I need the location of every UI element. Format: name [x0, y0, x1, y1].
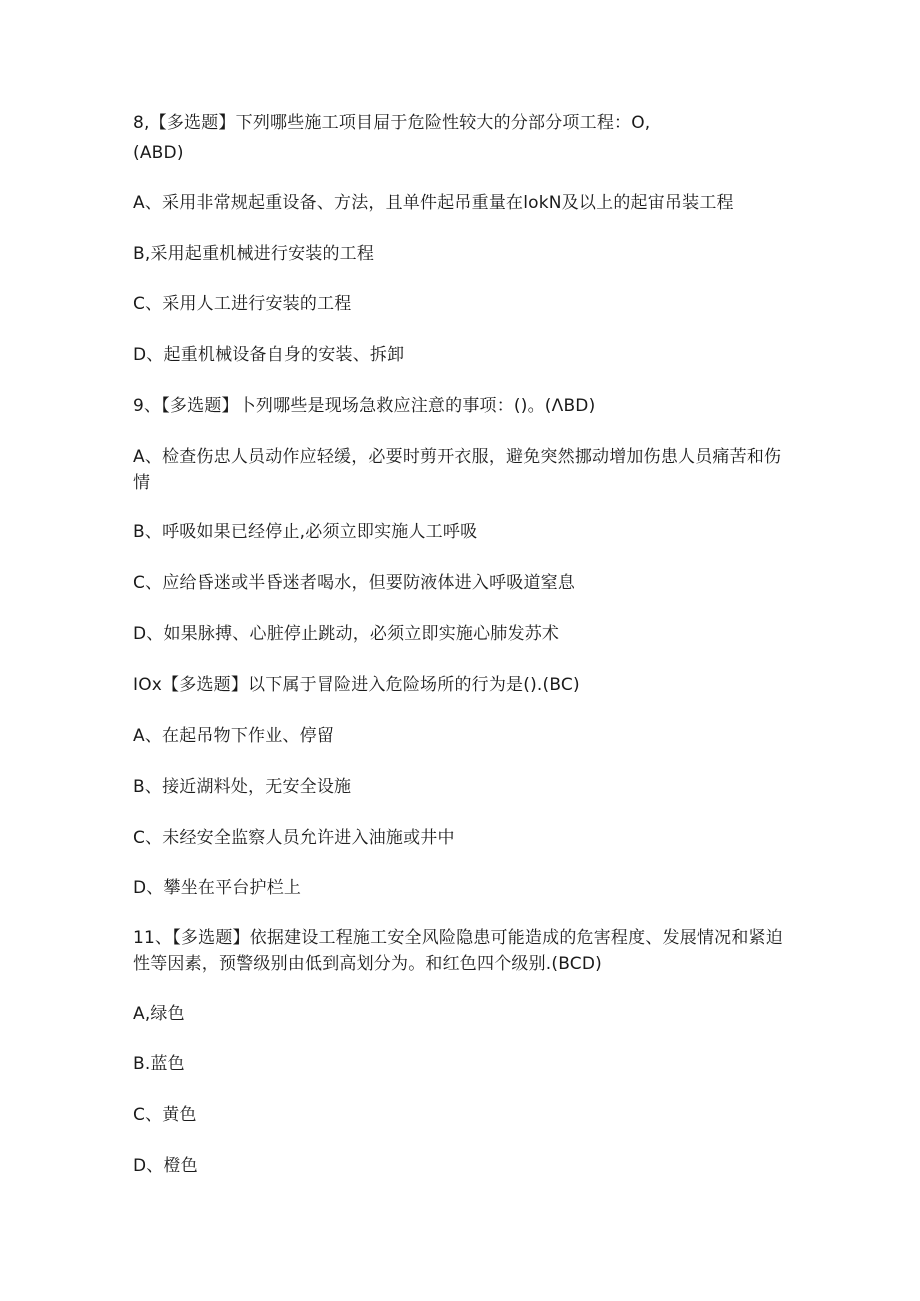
- question-8-option-a: A、采用非常规起重设备、方法，且单件起吊重量在lokN及以上的起宙吊装工程: [133, 193, 734, 213]
- question-10-option-c: C、未经安全监察人员允许进入油施或井中: [133, 828, 455, 848]
- question-9-option-a: A、检查伤忠人员动作应轻缓，必要时剪开衣服，避免突然挪动增加伤患人员痛苦和伤情: [133, 447, 782, 493]
- question-9-option-d: D、如果脉搏、心脏停止跳动，必须立即实施心肺发苏术: [133, 624, 560, 644]
- question-11-text: 11、【多选题】依据建设工程施工安全风险隐患可能造成的危害程度、发展情况和紧迫性等因素，预警级别由低到高划分为。和红色四个级别.(BCD): [133, 928, 783, 974]
- question-11-option-b: B.蓝色: [133, 1054, 185, 1074]
- question-8-option-c: C、采用人工进行安装的工程: [133, 294, 352, 314]
- question-10-option-b: B、接近湖料处，无安全设施: [133, 777, 352, 797]
- question-11-option-d: D、橙色: [133, 1156, 198, 1176]
- question-8-text: 8,【多选题】下列哪些施工项目屇于危险性较大的分部分项工程：O,: [133, 113, 651, 133]
- question-10-option-a: A、在起吊物下作业、停留: [133, 726, 335, 746]
- question-8-option-b: B,采用起重机械进行安装的工程: [133, 244, 375, 264]
- question-10-option-d: D、攀坐在平台护栏上: [133, 878, 302, 898]
- question-8-answer: (ABD): [133, 143, 184, 163]
- question-9-option-c: C、应给昏迷或半昏迷者喝水，但要防液体进入呼吸道窒息: [133, 573, 576, 593]
- question-8-option-d: D、起重机械设备自身的安装、拆卸: [133, 345, 405, 365]
- question-9-option-b: B、呼吸如果已经停止,必须立即实施人工呼吸: [133, 522, 478, 542]
- question-11-option-a: A,绿色: [133, 1004, 185, 1024]
- question-9-text: 9、【多选题】卜列哪些是现场急救应注意的事项：()。(ΛBD): [133, 396, 596, 416]
- question-11-option-c: C、黄色: [133, 1105, 197, 1125]
- question-10-text: IOx【多选题】以下属于冒险进入危险场所的行为是().(BC): [133, 675, 580, 695]
